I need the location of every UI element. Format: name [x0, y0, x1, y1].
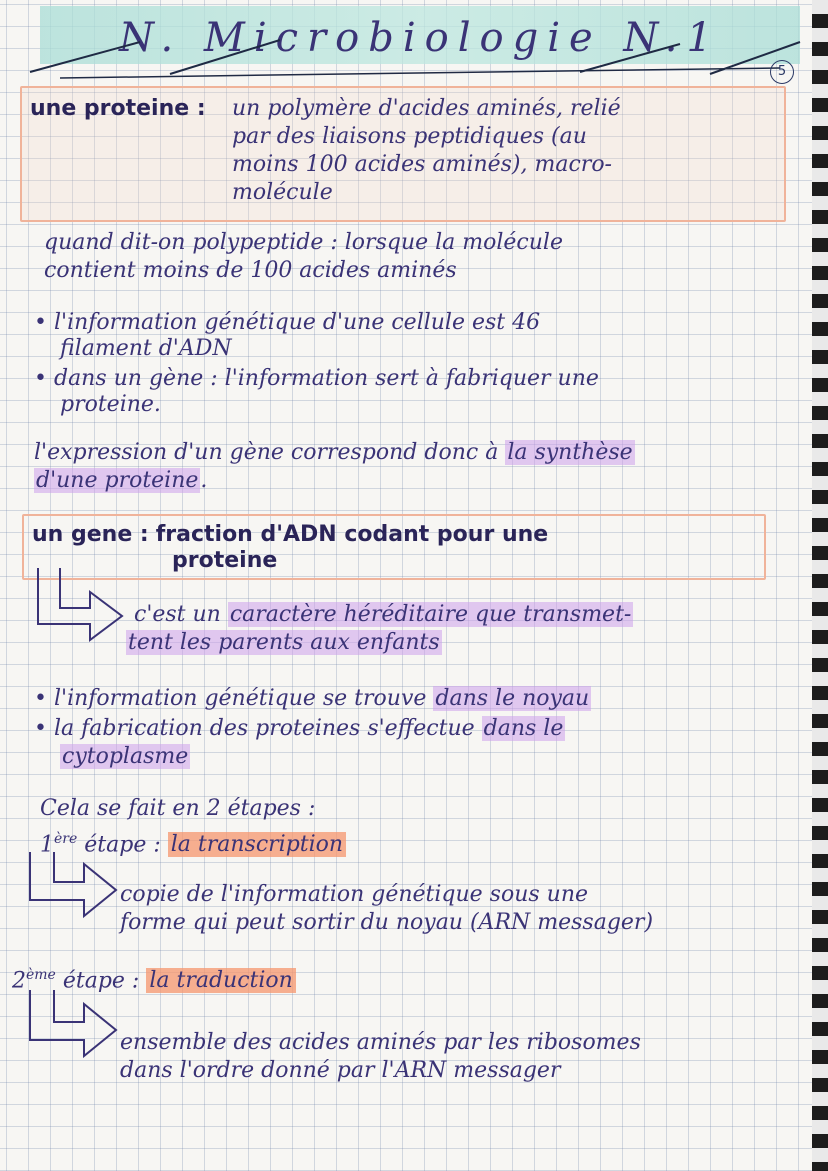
protein-def-line-4: molécule — [232, 180, 333, 205]
heredity-highlight: caractère héréditaire que transmet- — [229, 602, 632, 627]
gene-def-line-1: fraction d'ADN codant pour une — [155, 522, 549, 547]
step1-desc-line-1: copie de l'information génétique sous une — [120, 882, 589, 907]
bullet-cytoplasme-highlight: dans le — [483, 716, 564, 741]
page-number-badge: 5 — [770, 60, 794, 84]
bullet-adn-line-2: filament d'ADN — [60, 336, 232, 361]
heredity-prefix: c'est un — [134, 602, 228, 627]
arrow-traduction-icon — [24, 988, 124, 1058]
expression-highlight-synthese: la synthèse — [507, 440, 633, 465]
step2-label: étape : — [62, 968, 140, 994]
expression-text: l'expression d'un gène correspond donc à — [34, 440, 506, 465]
heredity-highlight-line2: tent les parents aux enfants — [128, 630, 440, 655]
bullet-noyau-text: l'information génétique se trouve — [53, 686, 434, 711]
gene-term — [32, 522, 548, 548]
steps-intro: Cela se fait en 2 étapes : — [40, 796, 316, 821]
step1-number: 1 — [40, 832, 54, 858]
title-underline-strokes — [20, 22, 810, 82]
gene-def-line-2 — [172, 548, 277, 574]
step1-label: étape : — [84, 832, 161, 858]
step2-desc-line-1: ensemble des acides aminés par les ribosomes — [120, 1030, 641, 1055]
protein-def-line-1: un polymère d'acides aminés, relié — [232, 96, 621, 121]
gene-def-proteine: proteine — [172, 548, 278, 573]
step1-superscript: ère — [54, 831, 78, 847]
step2-number: 2 — [12, 968, 26, 994]
protein-def-line-2: par des liaisons peptidiques (au — [232, 124, 587, 149]
expression-end: . — [200, 468, 208, 493]
bullet-gene-line-2: proteine. — [60, 392, 161, 417]
expression-highlight-proteine: d'une proteine — [36, 468, 199, 493]
expression-line-2 — [34, 468, 207, 494]
heredity-line-1 — [134, 602, 633, 628]
gene-term-label: un gene : — [32, 522, 149, 547]
bullet-cytoplasme-line-2 — [60, 744, 190, 770]
step1-desc-line-2: forme qui peut sortir du noyau (ARN messager) — [120, 910, 654, 935]
page-edge — [812, 0, 828, 1171]
arrow-heredity-icon — [30, 566, 130, 642]
arrow-transcription-icon — [24, 850, 124, 920]
polypeptide-line-1: quand dit-on polypeptide : lorsque la molécule — [44, 230, 563, 255]
step2-name: la traduction — [146, 968, 295, 993]
bullet-noyau — [34, 686, 591, 712]
bullet-cytoplasme — [34, 716, 565, 742]
step2-desc-line-2: dans l'ordre donné par l'ARN messager — [120, 1058, 561, 1083]
cytoplasme-highlight: cytoplasme — [62, 744, 189, 769]
protein-term-label: une proteine : — [30, 96, 206, 121]
expression-line-1 — [34, 440, 635, 466]
protein-term — [30, 96, 206, 122]
step1-name: la transcription — [168, 832, 346, 857]
page-title: N. Microbiologie N.1 — [119, 15, 721, 61]
step2-superscript: ème — [26, 967, 56, 983]
bullet-adn-line-1: • l'information génétique d'une cellule est 46 — [34, 310, 540, 336]
bullet-cytoplasme-text: la fabrication des proteines s'effectue — [53, 716, 482, 741]
bullet-gene-line-1: • dans un gène : l'information sert à fabriquer une — [34, 366, 599, 392]
heredity-line-2 — [126, 630, 442, 656]
protein-def-line-3: moins 100 acides aminés), macro- — [232, 152, 612, 177]
bullet-noyau-highlight: dans le noyau — [435, 686, 590, 711]
polypeptide-line-2: contient moins de 100 acides aminés — [44, 258, 457, 283]
